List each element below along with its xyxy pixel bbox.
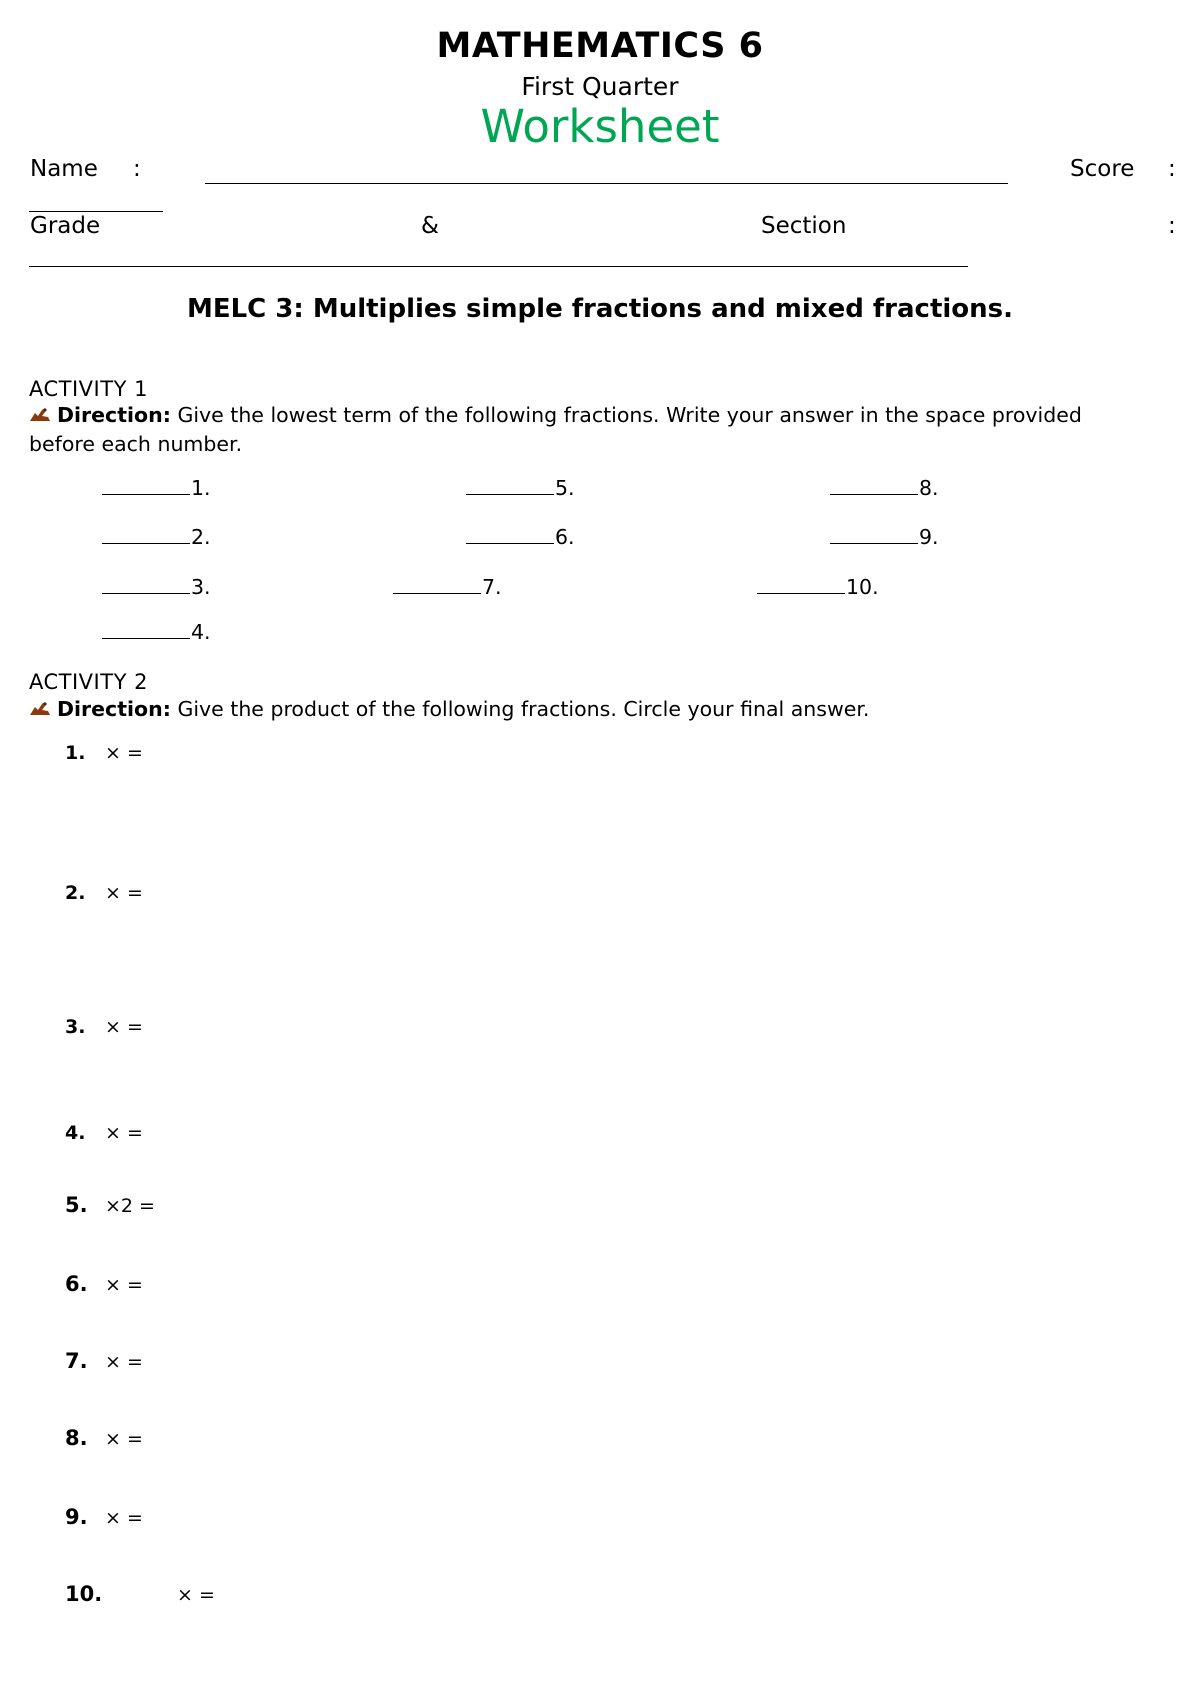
activity1-heading: ACTIVITY 1 — [29, 377, 148, 401]
answer-blank[interactable] — [102, 573, 190, 594]
score-colon: : — [1168, 156, 1176, 182]
activity2-direction — [29, 694, 869, 724]
answer-blank[interactable] — [830, 523, 918, 544]
ampersand: & — [421, 213, 439, 239]
activity1-direction-cont: before each number. — [29, 432, 243, 456]
problem-2: 2. × = — [65, 882, 143, 904]
section-label: Section — [761, 213, 847, 239]
blank-item-8[interactable]: 8. — [830, 474, 939, 500]
worksheet-title: MATHEMATICS 6 — [436, 26, 764, 66]
blank-item-10[interactable]: 10. — [757, 573, 879, 599]
activity2-heading: ACTIVITY 2 — [29, 670, 148, 694]
answer-blank[interactable] — [102, 618, 190, 639]
name-label: Name — [30, 156, 98, 182]
score-label: Score — [1070, 156, 1135, 182]
answer-blank[interactable] — [757, 573, 845, 594]
blank-item-7[interactable]: 7. — [393, 573, 502, 599]
problem-8: 8. × = — [65, 1426, 143, 1450]
answer-blank[interactable] — [466, 523, 554, 544]
answer-blank[interactable] — [102, 523, 190, 544]
name-line[interactable] — [205, 183, 1008, 184]
quarter-subtitle: First Quarter — [521, 72, 679, 101]
writing-hand-icon — [29, 407, 51, 423]
problem-5: 5. ×2 = — [65, 1193, 155, 1217]
activity2-direction-text: Give the product of the following fractions. Circle your final answer. — [170, 697, 870, 721]
blank-item-5[interactable]: 5. — [466, 474, 575, 500]
activity2-direction-label: Direction: — [57, 697, 171, 721]
grade-section-line[interactable] — [29, 266, 968, 267]
score-line[interactable] — [29, 211, 163, 212]
activity1-direction-label: Direction: — [57, 403, 171, 427]
writing-hand-icon — [29, 701, 51, 717]
problem-10: 10. × = — [65, 1582, 215, 1606]
activity1-direction-text: Give the lowest term of the following fractions. Write your answer in the space provided — [170, 403, 1082, 427]
answer-blank[interactable] — [466, 474, 554, 495]
grade-label: Grade — [30, 213, 101, 239]
blank-item-6[interactable]: 6. — [466, 523, 575, 549]
activity1-direction — [29, 400, 1082, 430]
worksheet-label: Worksheet — [480, 100, 720, 153]
problem-3: 3. × = — [65, 1016, 143, 1038]
problem-1: 1. × = — [65, 742, 143, 764]
problem-9: 9. × = — [65, 1505, 143, 1529]
problem-7: 7. × = — [65, 1349, 143, 1373]
section-colon: : — [1168, 213, 1176, 239]
melc-heading: MELC 3: Multiplies simple fractions and mixed fractions. — [186, 294, 1014, 324]
problem-6: 6. × = — [65, 1272, 143, 1296]
blank-item-2[interactable]: 2. — [102, 523, 211, 549]
problem-4: 4. × = — [65, 1122, 143, 1144]
blank-item-4[interactable]: 4. — [102, 618, 211, 644]
answer-blank[interactable] — [393, 573, 481, 594]
blank-item-9[interactable]: 9. — [830, 523, 939, 549]
answer-blank[interactable] — [830, 474, 918, 495]
blank-item-1[interactable]: 1. — [102, 474, 211, 500]
name-colon: : — [133, 156, 141, 182]
answer-blank[interactable] — [102, 474, 190, 495]
blank-item-3[interactable]: 3. — [102, 573, 211, 599]
